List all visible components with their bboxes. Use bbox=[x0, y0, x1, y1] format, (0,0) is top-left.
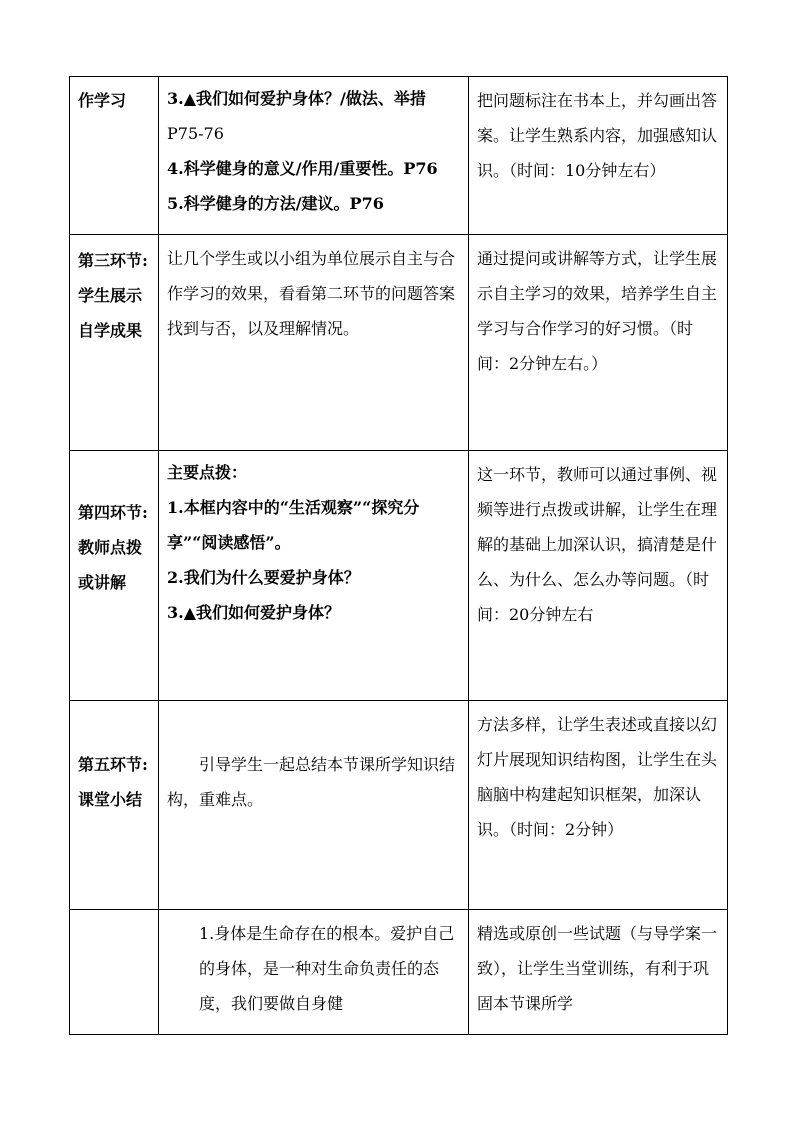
content-line: 主要点拨： bbox=[167, 463, 248, 482]
stage-cell bbox=[70, 910, 159, 1035]
content-line: 4.科学健身的意义/作用/重要性。P76 bbox=[167, 159, 438, 178]
stage-label: 学生展示 bbox=[78, 286, 143, 305]
content-line: 3.▲我们如何爱护身体？/做法、举措 bbox=[167, 89, 426, 108]
content-line: 3.▲我们如何爱护身体？ bbox=[167, 603, 341, 622]
lesson-plan-table bbox=[69, 76, 728, 1035]
content-line: 1.本框内容中的“生活观察”“探究分享”“阅读感悟”。 bbox=[167, 498, 420, 552]
stage-label: 第四环节: bbox=[78, 503, 148, 522]
notes-text: 这一环节，教师可以通过事例、视频等进行点拨或讲解，让学生在理解的基础上加深认识，搞清楚是什么、为什么、怎么办等问题。（时间：20分钟左右 bbox=[477, 465, 718, 624]
content-cell bbox=[159, 451, 469, 701]
notes-text: 通过提问或讲解等方式，让学生展示自主学习的效果，培养学生自主学习与合作学习的好习惯。（时间：2分钟左右。） bbox=[477, 249, 718, 373]
stage-cell bbox=[70, 235, 159, 451]
notes-cell bbox=[469, 235, 728, 451]
content-text: 让几个学生或以小组为单位展示自主与合作学习的效果，看看第二环节的问题答案找到与否，以及理解情况。 bbox=[167, 249, 456, 338]
content-cell bbox=[159, 701, 469, 910]
notes-text: 把问题标注在书本上，并勾画出答案。让学生熟系内容，加强感知认识。（时间：10分钟左右） bbox=[477, 91, 718, 180]
stage-cell bbox=[70, 701, 159, 910]
stage-label: 课堂小结 bbox=[78, 790, 143, 809]
table-row bbox=[70, 235, 728, 451]
stage-label: 作学习 bbox=[78, 91, 127, 110]
stage-label: 第三环节: bbox=[78, 251, 148, 270]
stage-label: 第五环节: bbox=[78, 755, 148, 774]
stage-label: 自学成果 bbox=[78, 321, 143, 340]
content-line: 2.我们为什么要爱护身体？ bbox=[167, 568, 360, 587]
content-cell bbox=[159, 910, 469, 1035]
content-text: 1.身体是生命存在的根本。爱护自己的身体，是一种对生命负责任的态度，我们要做自身健 bbox=[199, 924, 455, 1013]
notes-text: 精选或原创一些试题（与导学案一致），让学生当堂训练，有利于巩固本节课所学 bbox=[477, 924, 718, 1013]
stage-label: 或讲解 bbox=[78, 573, 127, 592]
content-cell bbox=[159, 235, 469, 451]
content-line: P75-76 bbox=[167, 124, 224, 143]
notes-cell bbox=[469, 77, 728, 235]
table-row bbox=[70, 451, 728, 701]
notes-cell bbox=[469, 910, 728, 1035]
notes-cell bbox=[469, 451, 728, 701]
stage-cell bbox=[70, 451, 159, 701]
content-cell bbox=[159, 77, 469, 235]
table-row bbox=[70, 910, 728, 1035]
notes-cell bbox=[469, 701, 728, 910]
content-line: 5.科学健身的方法/建议。P76 bbox=[167, 194, 384, 213]
table-row bbox=[70, 77, 728, 235]
stage-label: 教师点拨 bbox=[78, 538, 143, 557]
stage-cell bbox=[70, 77, 159, 235]
table-row bbox=[70, 701, 728, 910]
content-text: 引导学生一起总结本节课所学知识结构，重难点。 bbox=[167, 755, 456, 809]
notes-text: 方法多样，让学生表述或直接以幻灯片展现知识结构图，让学生在头脑脑中构建起知识框架，加深认识。（时间：2分钟） bbox=[477, 715, 718, 839]
